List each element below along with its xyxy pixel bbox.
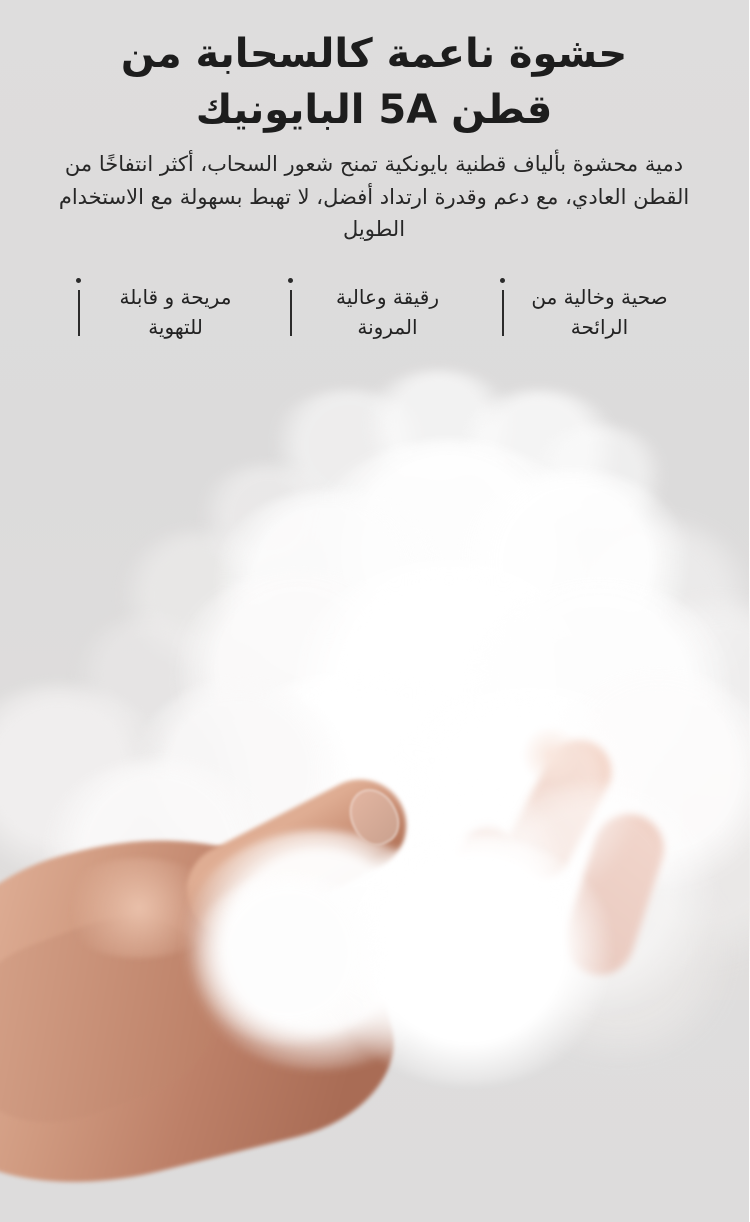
cotton-puff xyxy=(455,470,695,670)
cotton-puff xyxy=(400,690,640,910)
finger xyxy=(394,817,529,993)
cotton-puff xyxy=(560,520,750,700)
feature-divider-icon xyxy=(77,278,82,336)
fingertip xyxy=(524,725,580,785)
cotton-puff xyxy=(570,730,750,970)
cotton-puff xyxy=(455,390,625,520)
feature-item-breathable xyxy=(77,282,249,342)
feature-divider-icon xyxy=(501,278,506,336)
cotton-puff xyxy=(40,760,280,960)
cotton-puff xyxy=(180,830,460,1070)
knuckle-highlight xyxy=(55,858,225,958)
wrist xyxy=(0,891,243,1149)
cotton-puff xyxy=(190,875,390,1045)
cotton-puff xyxy=(360,370,520,490)
content xyxy=(0,0,750,342)
cotton-puff xyxy=(75,615,225,745)
cotton-puff xyxy=(210,490,450,690)
feature-item-elastic xyxy=(289,282,461,342)
feature-divider-icon xyxy=(289,278,294,336)
feature-label: صحية وخالية من الرائحة xyxy=(532,284,669,339)
cotton-puff xyxy=(500,860,740,1060)
cotton-puff xyxy=(460,580,740,820)
feature-item-health xyxy=(501,282,673,342)
product-description: دمية محشوة بألياف قطنية بايونكية تمنح شعور السحاب، أكثر انتفاخًا من القطن العادي، مع دعم وقدرة ارتداد أفضل، لا تهبط بسهولة مع الاستخدام الطويل xyxy=(59,152,691,242)
feature-list xyxy=(0,282,750,342)
cotton-puff xyxy=(320,835,620,1085)
cotton-puff xyxy=(0,685,170,875)
cotton-puff xyxy=(460,785,720,1015)
cotton-puff xyxy=(265,390,435,510)
finger xyxy=(556,805,674,984)
thumb xyxy=(172,764,423,953)
thumb-nail xyxy=(341,781,408,854)
hand-back xyxy=(0,788,413,1222)
cotton-puff xyxy=(120,530,280,670)
cotton-puff xyxy=(130,680,350,880)
feature-label: مريحة و قابلة للتهوية xyxy=(120,284,233,339)
title-line-1: حشوة ناعمة كالسحابة من xyxy=(121,31,629,77)
cotton-puff xyxy=(300,440,600,680)
cotton-puff xyxy=(195,465,345,575)
finger xyxy=(497,729,624,891)
cotton-puff xyxy=(200,670,520,930)
cotton-puff xyxy=(350,780,570,980)
cotton-puff xyxy=(280,560,620,840)
cotton-puff xyxy=(610,600,750,800)
cotton-puff xyxy=(170,570,430,790)
cotton-puff xyxy=(530,425,670,535)
cotton-puff xyxy=(370,685,690,955)
page-title xyxy=(0,26,750,138)
cotton-puff xyxy=(540,670,750,890)
feature-label: رقيقة وعالية المرونة xyxy=(337,284,440,339)
title-line-2: قطن 5A البايونيك xyxy=(196,87,554,133)
